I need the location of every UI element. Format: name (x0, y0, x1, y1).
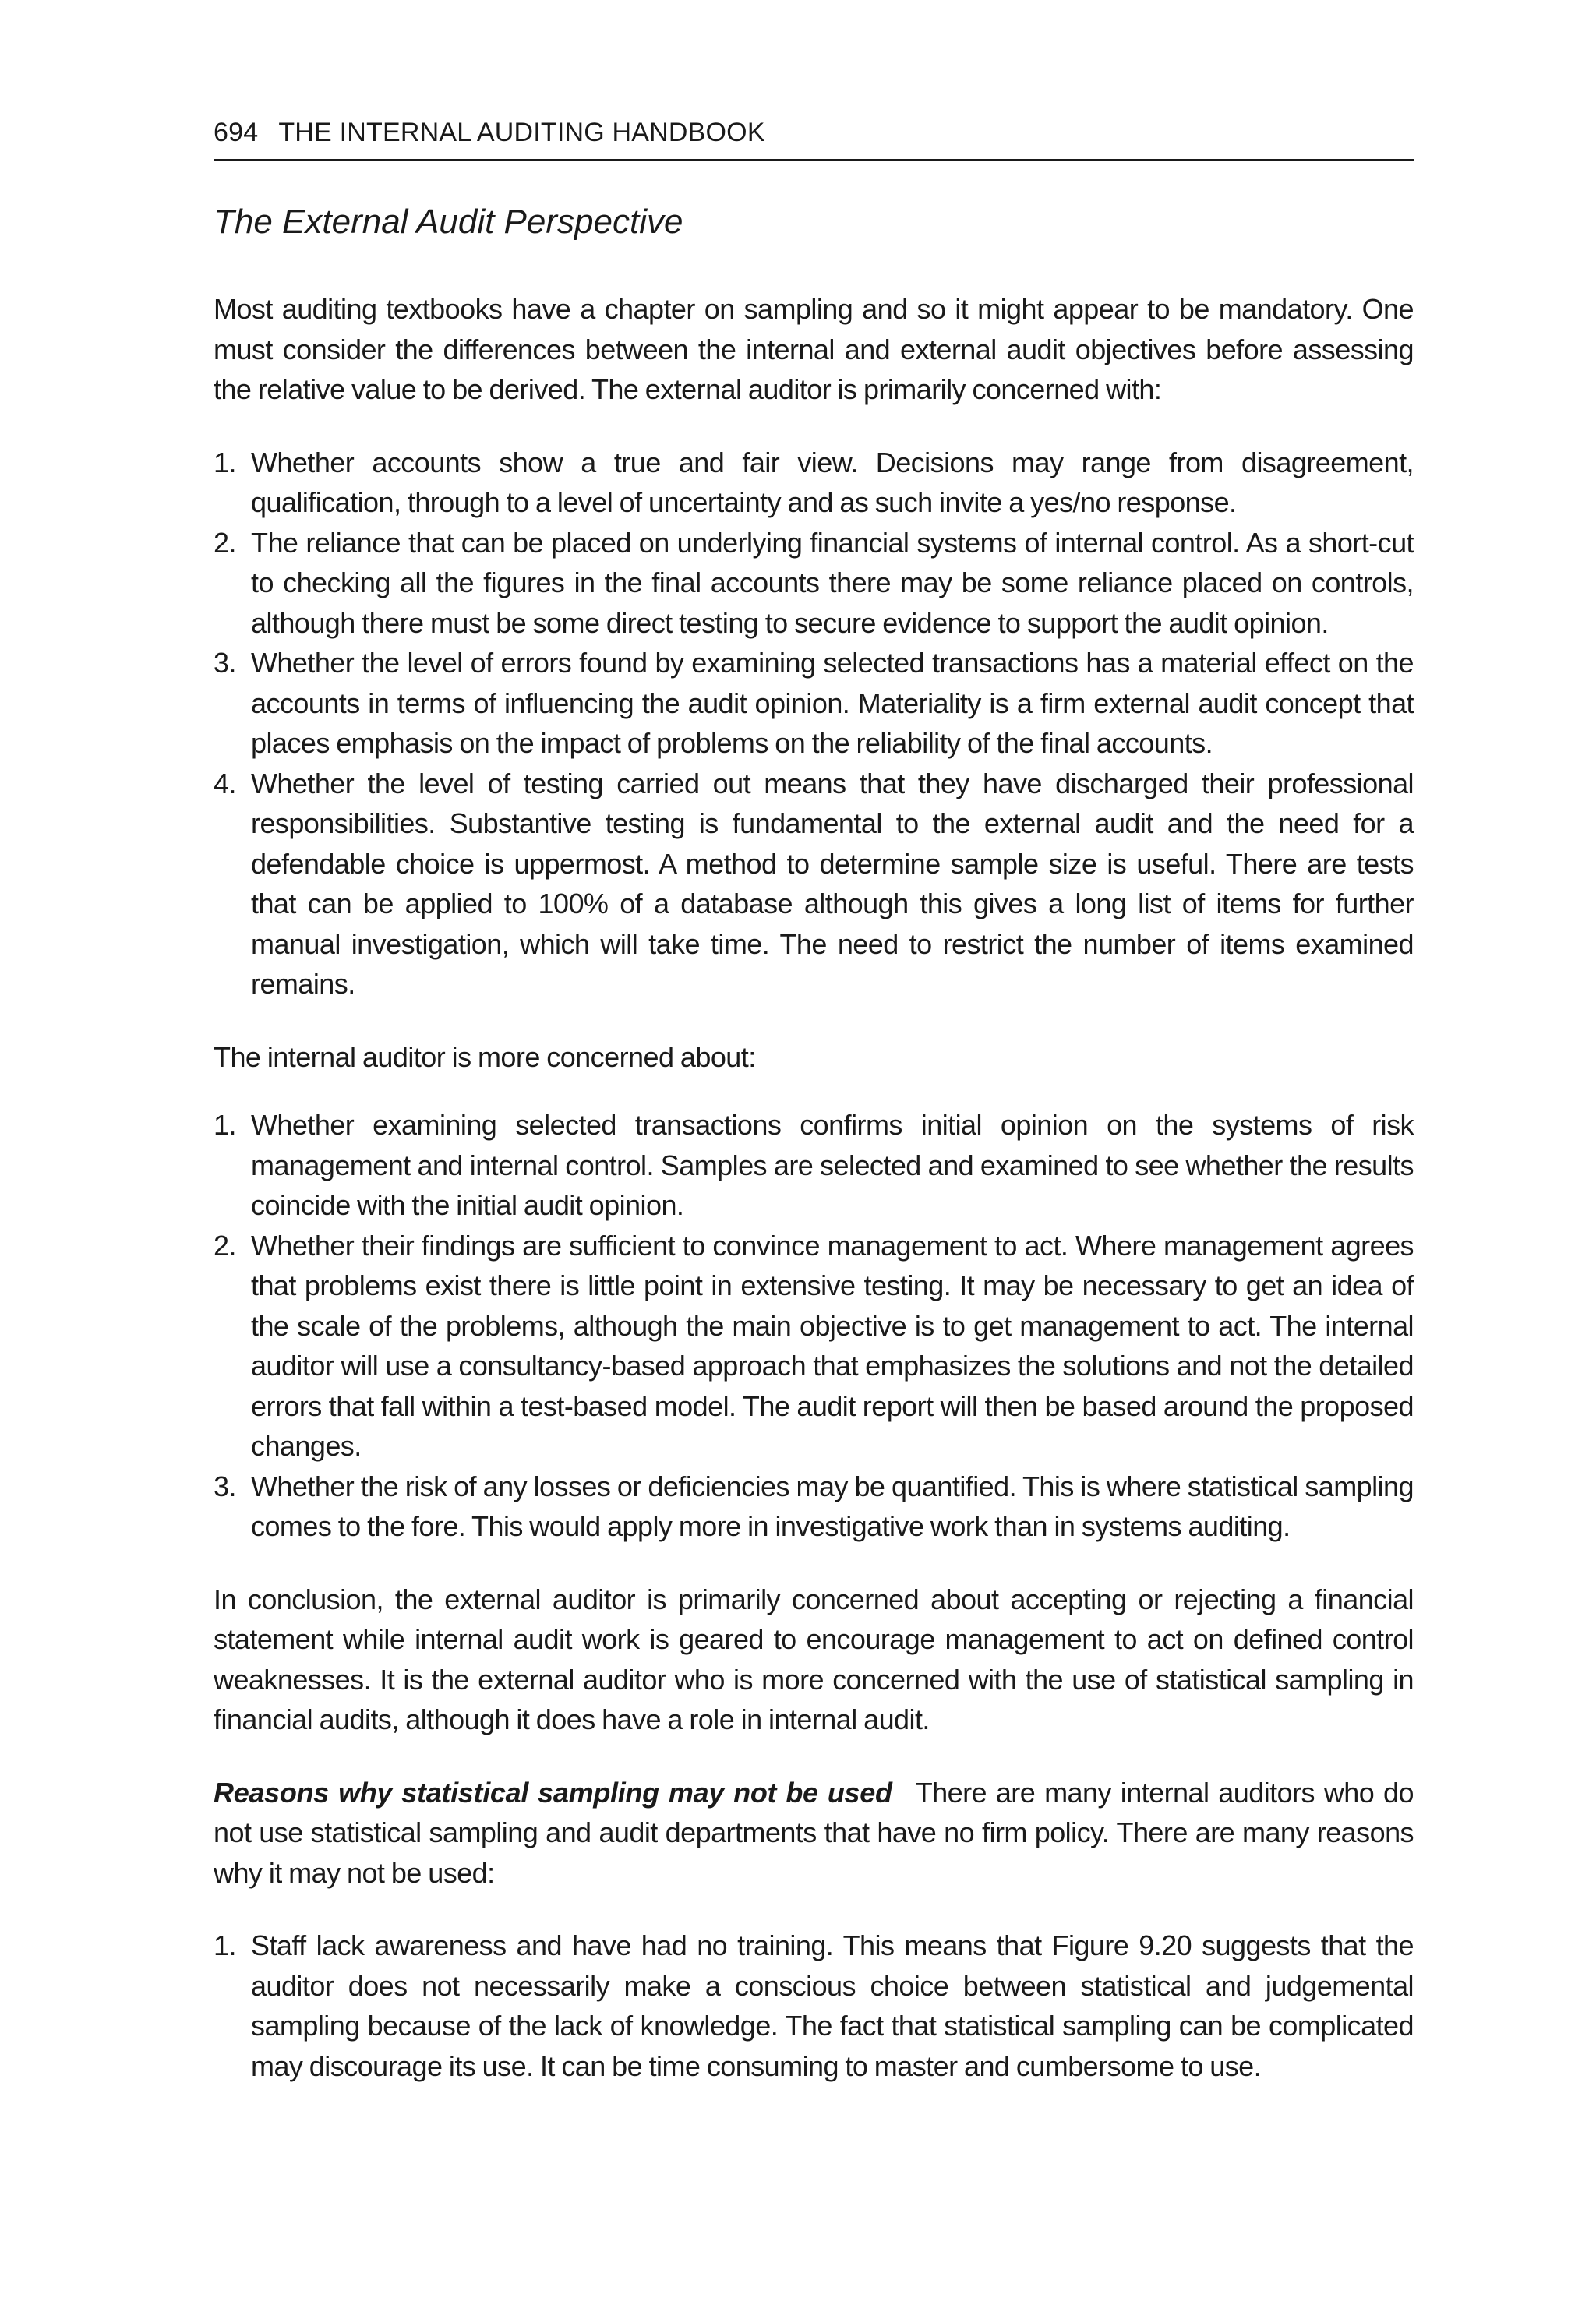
reasons-list (214, 1925, 1414, 2086)
list-item: 2. The reliance that can be placed on underlying financial systems of internal control. As a short-cut to checking all the figures in the final accounts there may be some reliance placed on controls, although there must be some direct testing to secure evidence to support the audit opinion. (214, 526, 1414, 639)
external-auditor-list (214, 443, 1414, 1004)
book-title: THE INTERNAL AUDITING HANDBOOK (278, 118, 765, 147)
section-title: The External Audit Perspective (214, 203, 683, 241)
conclusion-paragraph: In conclusion, the external auditor is primarily concerned about accepting or rejecting a financial statement while internal audit work is geared to encourage management to act on defined control weaknesses. It is the external auditor who is more concerned with the use of statistical sampling in financial audits, although it does have a role in internal audit. (214, 1583, 1414, 1735)
list-item: 1. Whether accounts show a true and fair view. Decisions may range from disagreement, qualification, through to a level of uncertainty and as such invite a yes/no response. (214, 446, 1414, 518)
internal-intro-paragraph: The internal auditor is more concerned about: (214, 1040, 756, 1073)
list-item: 3. Whether the level of errors found by examining selected transactions has a material effect on the accounts in terms of influencing the audit opinion. Materiality is a firm external audit concept that places emphasis on the impact of problems on the reliability of the final accounts. (214, 647, 1414, 759)
reasons-text: There are many internal auditors who do not use statistical sampling and audit departments that have no firm policy. There are many reasons why it may not be used: (214, 1776, 1414, 1889)
list-item: 2. Whether their findings are sufficient to convince management to act. Where management agrees that problems exist there is little point in extensive testing. It may be necessary to get an idea of the scale of the problems, although the main objective is to get management to act. The internal auditor will use a consultancy-based approach that emphasizes the solutions and not the detailed errors that fall within a test-based model. The audit report will then be based around the proposed changes. (214, 1229, 1414, 1462)
list-item: 1. Staff lack awareness and have had no training. This means that Figure 9.20 suggests that the auditor does not necessarily make a conscious choice between statistical and judgemental sampling because of the lack of knowledge. The fact that statistical sampling can be complicated may discourage its use. It can be time consuming to master and cumbersome to use. (214, 1929, 1414, 2082)
page-number: 694 (214, 118, 259, 147)
list-item: 1. Whether examining selected transactions confirms initial opinion on the systems of risk management and internal control. Samples are selected and examined to see whether the results coincide with the initial audit opinion. (214, 1109, 1414, 1221)
page-content (214, 117, 1414, 2086)
list-item: 4. Whether the level of testing carried out means that they have discharged their professional responsibilities. Substantive testing is fundamental to the external audit and the need for a defendable choice is uppermost. A method to determine sample size is useful. There are tests that can be applied to 100% of a database although this gives a long list of items for further manual investigation, which will take time. The need to restrict the number of items examined remains. (214, 767, 1414, 1000)
reasons-paragraph (214, 1773, 1414, 1894)
internal-auditor-list (214, 1105, 1414, 1547)
reasons-heading: Reasons why statistical sampling may not be used (214, 1776, 892, 1809)
running-header (214, 117, 1414, 161)
list-item: 3. Whether the risk of any losses or deficiencies may be quantified. This is where statistical sampling comes to the fore. This would apply more in investigative work than in systems auditing. (214, 1470, 1414, 1542)
intro-paragraph: Most auditing textbooks have a chapter on sampling and so it might appear to be mandatory. One must consider the differences between the internal and external audit objectives before assessing the relative value to be derived. The external auditor is primarily concerned with: (214, 293, 1414, 405)
